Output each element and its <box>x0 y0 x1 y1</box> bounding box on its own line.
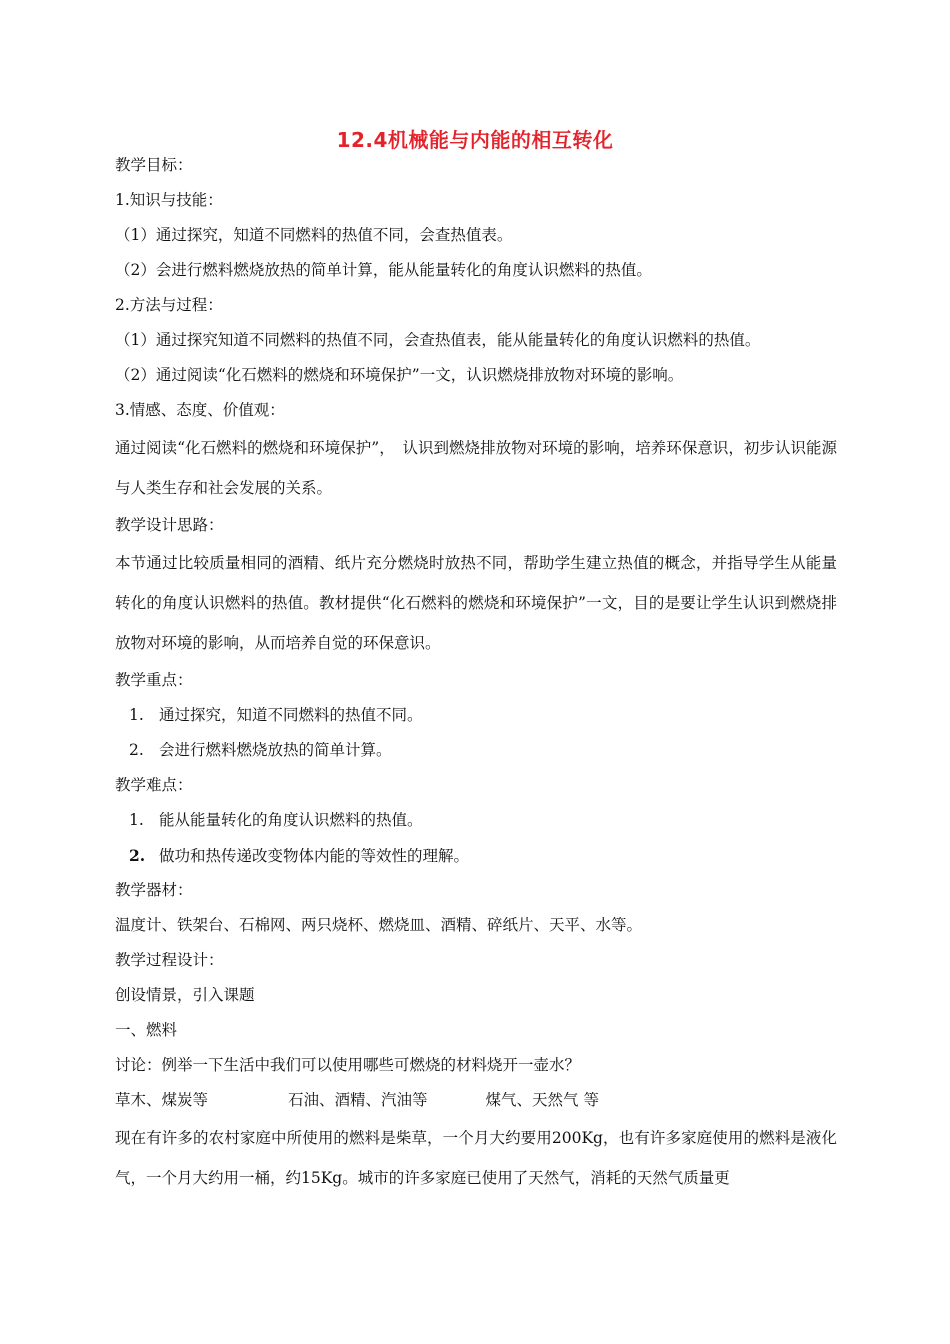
difficulty-2 <box>115 838 837 873</box>
list-number: 2. <box>129 741 144 759</box>
process-heading: 教学过程设计： <box>115 951 224 969</box>
list-text: 能从能量转化的角度认识燃料的热值。 <box>159 811 423 829</box>
list-number: 2. <box>129 846 146 865</box>
difficulty-heading: 教学难点： <box>115 776 193 794</box>
emotion-paragraph: 通过阅读“化石燃料的燃烧和环境保护”， 认识到燃烧排放物对环境的影响，培养环保意识，初步认识能源与人类生存和社会发展的关系。 <box>115 439 837 497</box>
knowledge-item-1: （1）通过探究，知道不同燃料的热值不同，会查热值表。 <box>115 226 513 244</box>
list-number: 1. <box>129 706 144 724</box>
fuel-group-a: 草木、煤炭等 <box>115 1091 209 1109</box>
page-title: 12.4机械能与内能的相互转化 <box>336 128 614 152</box>
list-text: 会进行燃料燃烧放热的简单计算。 <box>159 741 392 759</box>
objectives-heading: 教学目标： <box>115 156 193 174</box>
fuel-group-c: 煤气、天然气 等 <box>485 1091 599 1109</box>
closing-paragraph: 现在有许多的农村家庭中所使用的燃料是柴草，一个月大约要用200Kg，也有许多家庭使用的燃料是液化气，一个月大约用一桶，约15Kg。城市的许多家庭已使用了天然气，消耗的天然气质量更 <box>115 1129 837 1187</box>
difficulty-1 <box>115 803 837 838</box>
equipment-list: 温度计、铁架台、石棉网、两只烧杯、燃烧皿、酒精、碎纸片、天平、水等。 <box>115 916 643 934</box>
intro-line: 创设情景，引入课题 <box>115 986 255 1004</box>
emotion-heading: 3.情感、态度、价值观： <box>115 401 285 419</box>
section-fuel-heading: 一、燃料 <box>115 1021 178 1039</box>
design-paragraph: 本节通过比较质量相同的酒精、纸片充分燃烧时放热不同，帮助学生建立热值的概念，并指导学生从能量转化的角度认识燃料的热值。教材提供“化石燃料的燃烧和环境保护”一文，目的是要让学生认识到燃烧排放物对环境的影响，从而培养自觉的环保意识。 <box>115 554 837 652</box>
key-point-1 <box>115 698 837 733</box>
fuel-examples <box>115 1083 837 1118</box>
list-text: 通过探究，知道不同燃料的热值不同。 <box>159 706 423 724</box>
list-number: 1. <box>129 811 144 829</box>
method-heading: 2.方法与过程： <box>115 296 223 314</box>
key-points-heading: 教学重点： <box>115 671 193 689</box>
method-item-1: （1）通过探究知道不同燃料的热值不同，会查热值表，能从能量转化的角度认识燃料的热值。 <box>115 331 761 349</box>
key-point-2 <box>115 733 837 768</box>
list-text: 做功和热传递改变物体内能的等效性的理解。 <box>159 847 470 865</box>
design-heading: 教学设计思路： <box>115 516 224 534</box>
document-body <box>115 148 837 1198</box>
method-item-2: （2）通过阅读“化石燃料的燃烧和环境保护”一文，认识燃烧排放物对环境的影响。 <box>115 366 684 384</box>
knowledge-heading: 1.知识与技能： <box>115 191 223 209</box>
equipment-heading: 教学器材： <box>115 881 193 899</box>
knowledge-item-2: （2）会进行燃料燃烧放热的简单计算，能从能量转化的角度认识燃料的热值。 <box>115 261 652 279</box>
discussion-line: 讨论：例举一下生活中我们可以使用哪些可燃烧的材料烧开一壶水？ <box>115 1056 581 1074</box>
fuel-group-b: 石油、酒精、汽油等 <box>288 1091 428 1109</box>
